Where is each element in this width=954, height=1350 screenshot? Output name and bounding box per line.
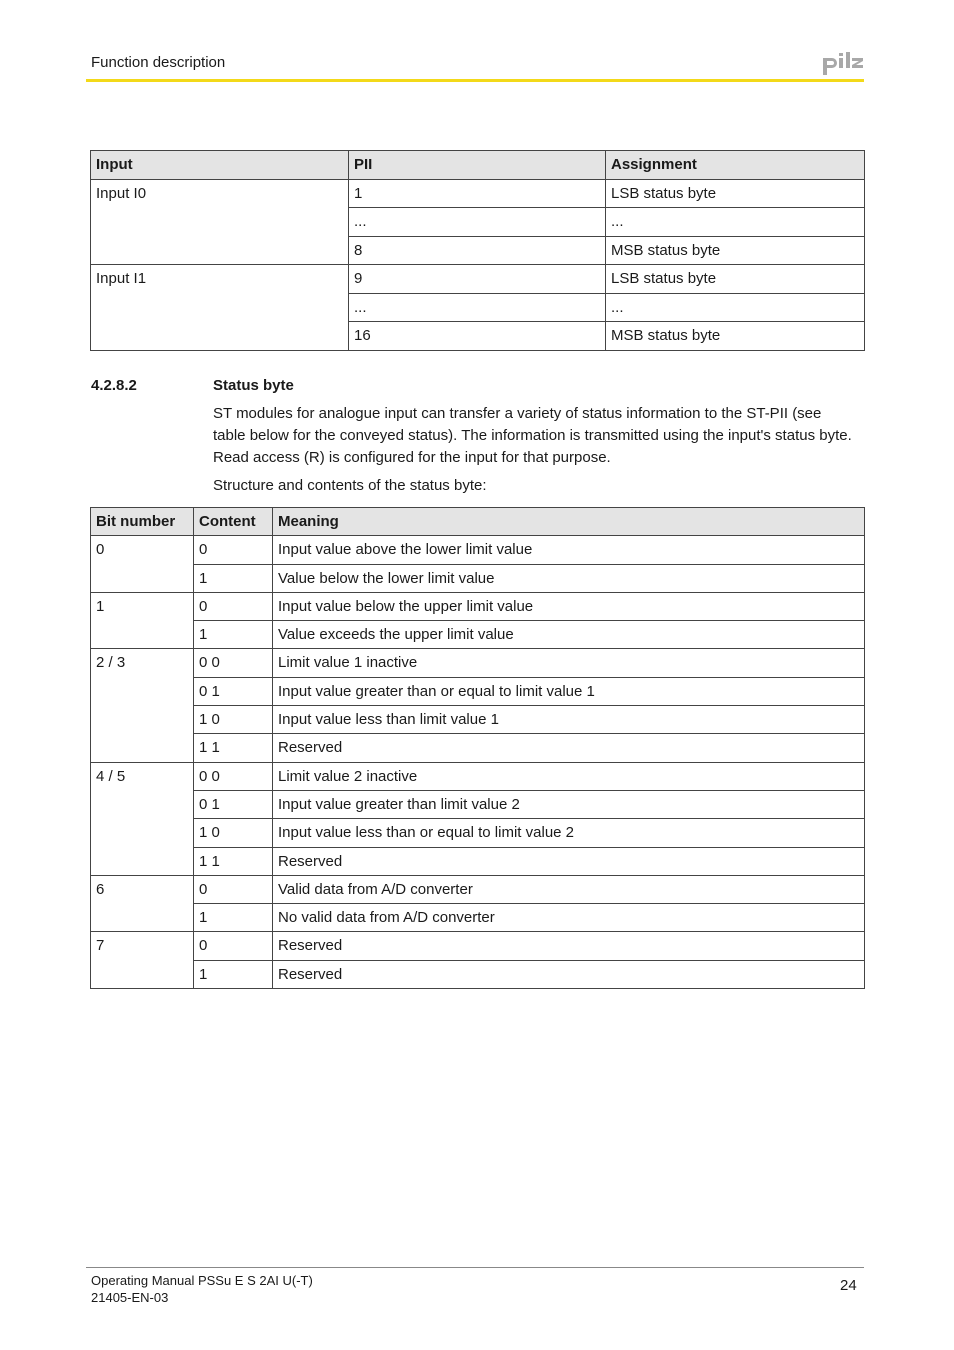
table-row	[91, 790, 865, 818]
meaning-cell: Reserved	[273, 734, 865, 762]
content-cell: 1 0	[194, 819, 273, 847]
column-header-content: Content	[194, 508, 273, 536]
bit-number-cell: 6	[91, 875, 194, 932]
pii-cell: ...	[349, 293, 606, 322]
table-row	[91, 592, 865, 620]
meaning-cell: Limit value 2 inactive	[273, 762, 865, 790]
pilz-logo	[822, 50, 864, 76]
table-row	[91, 536, 865, 564]
column-header-meaning: Meaning	[273, 508, 865, 536]
content-cell: 0 1	[194, 677, 273, 705]
meaning-cell: Input value below the upper limit value	[273, 592, 865, 620]
footer-document-title: Operating Manual PSSu E S 2AI U(-T)	[91, 1273, 313, 1288]
content-cell: 0	[194, 932, 273, 960]
table-row	[91, 706, 865, 734]
footer-rule	[86, 1267, 864, 1268]
table-row	[91, 762, 865, 790]
content-cell: 1	[194, 960, 273, 988]
table-row	[91, 875, 865, 903]
content-cell: 1 1	[194, 847, 273, 875]
assignment-cell: ...	[606, 293, 865, 322]
meaning-cell: Valid data from A/D converter	[273, 875, 865, 903]
column-header-bit-number: Bit number	[91, 508, 194, 536]
table-row	[91, 621, 865, 649]
header-title: Function description	[91, 54, 226, 71]
bit-number-cell: 7	[91, 932, 194, 989]
table-intro-text: Structure and contents of the status byte:	[213, 477, 487, 494]
content-cell: 1	[194, 564, 273, 592]
column-header-input: Input	[91, 151, 349, 180]
pii-cell: 1	[349, 179, 606, 208]
column-header-pii: PII	[349, 151, 606, 180]
page-number: 24	[840, 1277, 857, 1294]
section-number: 4.2.8.2	[91, 377, 137, 394]
assignment-cell: LSB status byte	[606, 179, 865, 208]
header-rule	[86, 79, 864, 82]
table-row	[91, 734, 865, 762]
bit-number-cell: 4 / 5	[91, 762, 194, 875]
input-cell: Input I0	[91, 179, 349, 265]
meaning-cell: Reserved	[273, 960, 865, 988]
content-cell: 0 0	[194, 649, 273, 677]
content-cell: 0	[194, 592, 273, 620]
content-cell: 0 1	[194, 790, 273, 818]
content-cell: 1	[194, 621, 273, 649]
assignment-cell: ...	[606, 208, 865, 237]
table-row	[91, 649, 865, 677]
table-row	[91, 932, 865, 960]
meaning-cell: Input value greater than limit value 2	[273, 790, 865, 818]
table-header-row	[91, 508, 865, 536]
table-header-row	[91, 151, 865, 180]
meaning-cell: Value exceeds the upper limit value	[273, 621, 865, 649]
pii-cell: 16	[349, 322, 606, 351]
meaning-cell: Input value less than or equal to limit value 2	[273, 819, 865, 847]
table-row	[91, 960, 865, 988]
section-paragraph: ST modules for analogue input can transfer a variety of status information to the ST-PII (see table below for the conveyed status). The information is transmitted using the input's status byte. Read access (R) is configured for the input for that purpose.	[213, 405, 852, 466]
column-header-assignment: Assignment	[606, 151, 865, 180]
bit-number-cell: 0	[91, 536, 194, 593]
assignment-cell: LSB status byte	[606, 265, 865, 294]
meaning-cell: Value below the lower limit value	[273, 564, 865, 592]
meaning-cell: Limit value 1 inactive	[273, 649, 865, 677]
table-row	[91, 847, 865, 875]
table-row	[91, 564, 865, 592]
content-cell: 0	[194, 875, 273, 903]
content-cell: 0	[194, 536, 273, 564]
meaning-cell: Reserved	[273, 932, 865, 960]
footer-document-number: 21405-EN-03	[91, 1290, 169, 1305]
status-byte-table	[90, 507, 865, 989]
bit-number-cell: 2 / 3	[91, 649, 194, 762]
bit-number-cell: 1	[91, 592, 194, 649]
meaning-cell: Input value above the lower limit value	[273, 536, 865, 564]
content-cell: 0 0	[194, 762, 273, 790]
pii-assignment-table	[90, 150, 865, 351]
table-row	[91, 677, 865, 705]
table-row	[91, 179, 865, 208]
meaning-cell: Input value greater than or equal to limit value 1	[273, 677, 865, 705]
assignment-cell: MSB status byte	[606, 322, 865, 351]
pii-cell: ...	[349, 208, 606, 237]
table-row	[91, 819, 865, 847]
content-cell: 1	[194, 904, 273, 932]
input-cell: Input I1	[91, 265, 349, 351]
table-row	[91, 904, 865, 932]
content-cell: 1 0	[194, 706, 273, 734]
assignment-cell: MSB status byte	[606, 236, 865, 265]
meaning-cell: Reserved	[273, 847, 865, 875]
table-row	[91, 265, 865, 294]
meaning-cell: No valid data from A/D converter	[273, 904, 865, 932]
pii-cell: 8	[349, 236, 606, 265]
meaning-cell: Input value less than limit value 1	[273, 706, 865, 734]
section-title: Status byte	[213, 377, 294, 394]
content-cell: 1 1	[194, 734, 273, 762]
pii-cell: 9	[349, 265, 606, 294]
